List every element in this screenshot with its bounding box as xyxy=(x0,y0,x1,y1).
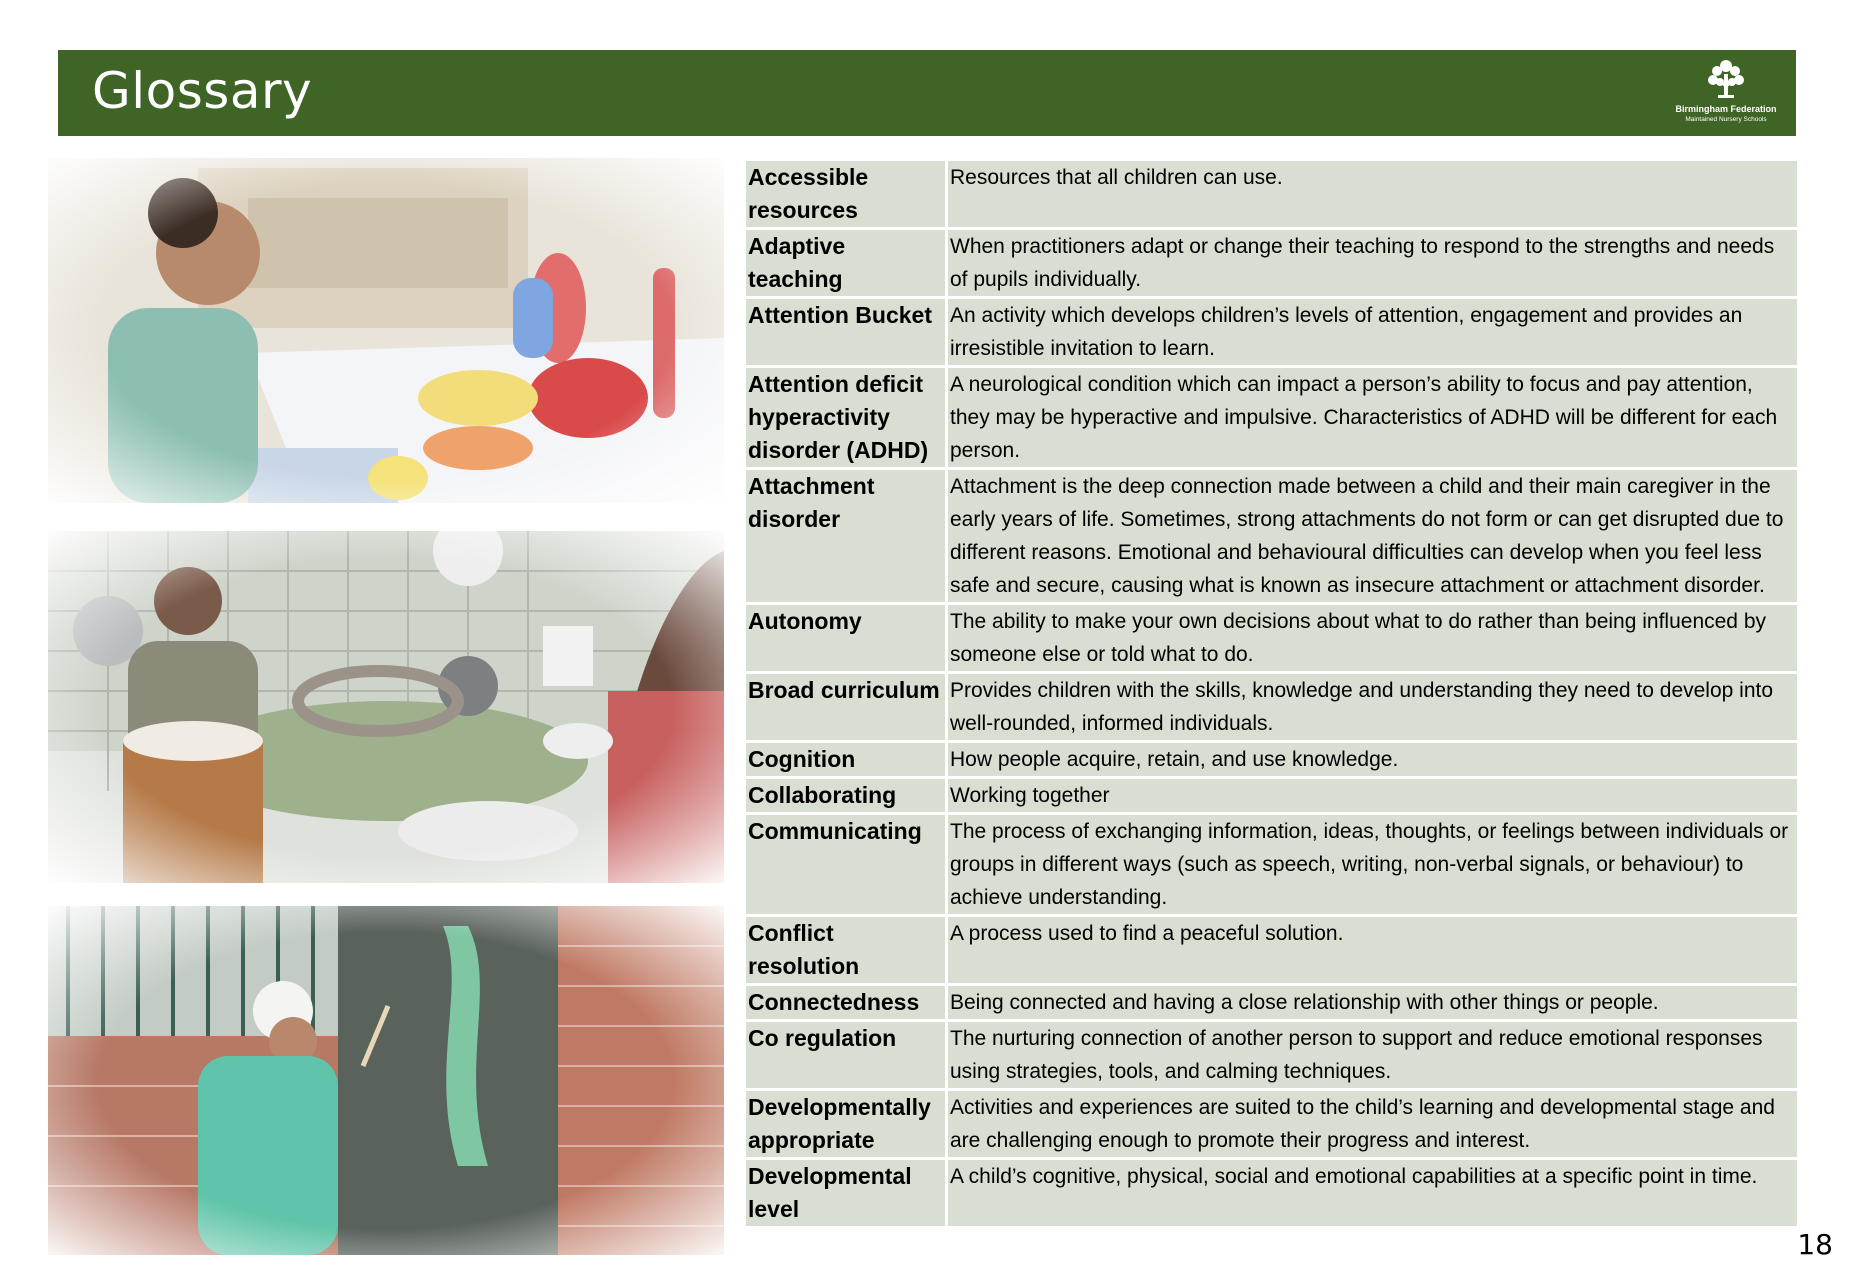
glossary-definition: When practitioners adapt or change their teaching to respond to the strengths and needs of pupils individually. xyxy=(948,230,1797,296)
glossary-term: Developmental level xyxy=(746,1160,948,1226)
glossary-row xyxy=(746,779,1797,812)
glossary-definition: Activities and experiences are suited to the child’s learning and developmental stage and are challenging enough to promote their progress and interest. xyxy=(948,1091,1797,1157)
glossary-row xyxy=(746,815,1797,914)
photo-child-light-table xyxy=(48,158,724,503)
glossary-term: Developmentally appropriate xyxy=(746,1091,948,1157)
glossary-body xyxy=(746,161,1797,1226)
glossary-definition: The process of exchanging information, ideas, thoughts, or feelings between individuals or groups in different ways (such as speech, writing, non-verbal signals, or behaviour) to achieve understanding. xyxy=(948,815,1797,914)
glossary-term: Communicating xyxy=(746,815,948,914)
glossary-definition: Provides children with the skills, knowledge and understanding they need to develop into well-rounded, informed individuals. xyxy=(948,674,1797,740)
glossary-row xyxy=(746,1160,1797,1226)
header-bar xyxy=(58,50,1796,136)
glossary-term: Accessible resources xyxy=(746,161,948,227)
glossary-row xyxy=(746,299,1797,365)
glossary-term: Collaborating xyxy=(746,779,948,812)
federation-logo xyxy=(1662,58,1790,130)
glossary-term: Attention deficit hyperactivity disorder (ADHD) xyxy=(746,368,948,467)
glossary-term: Conflict resolution xyxy=(746,917,948,983)
glossary-definition: The nurturing connection of another person to support and reduce emotional responses using strategies, tools, and calming techniques. xyxy=(948,1022,1797,1088)
glossary-term: Attention Bucket xyxy=(746,299,948,365)
glossary-definition: A neurological condition which can impact a person’s ability to focus and pay attention, they may be hyperactive and impulsive. Characteristics of ADHD will be different for each person. xyxy=(948,368,1797,467)
glossary-term: Adaptive teaching xyxy=(746,230,948,296)
logo-title: Birmingham Federation xyxy=(1675,104,1777,114)
logo-subtitle: Maintained Nursery Schools xyxy=(1685,116,1767,123)
glossary-term: Attachment disorder xyxy=(746,470,948,602)
glossary-row xyxy=(746,161,1797,227)
glossary-row xyxy=(746,470,1797,602)
glossary-row xyxy=(746,230,1797,296)
glossary-row xyxy=(746,1091,1797,1157)
glossary-term: Autonomy xyxy=(746,605,948,671)
glossary-row xyxy=(746,986,1797,1019)
glossary-table xyxy=(746,158,1797,1229)
glossary-row xyxy=(746,605,1797,671)
photo-child-painting-wall xyxy=(48,906,724,1255)
page-number: 18 xyxy=(1797,1228,1833,1261)
glossary-row xyxy=(746,917,1797,983)
glossary-row xyxy=(746,1022,1797,1088)
glossary-row xyxy=(746,743,1797,776)
glossary-definition: Attachment is the deep connection made between a child and their main caregiver in the early years of life. Sometimes, strong attachments do not form or can get disrupted due to different reasons. Emotional and behavioural difficulties can develop when you feel less safe and secure, causing what is known as insecure attachment or attachment disorder. xyxy=(948,470,1797,602)
glossary-definition: A child’s cognitive, physical, social and emotional capabilities at a specific point in time. xyxy=(948,1160,1797,1226)
glossary-definition: How people acquire, retain, and use knowledge. xyxy=(948,743,1797,776)
glossary-definition: An activity which develops children’s levels of attention, engagement and provides an irresistible invitation to learn. xyxy=(948,299,1797,365)
glossary-definition: A process used to find a peaceful solution. xyxy=(948,917,1797,983)
tree-icon xyxy=(1704,58,1748,102)
glossary-definition: The ability to make your own decisions about what to do rather than being influenced by someone else or told what to do. xyxy=(948,605,1797,671)
glossary-row xyxy=(746,368,1797,467)
glossary-definition: Resources that all children can use. xyxy=(948,161,1797,227)
glossary-term: Connectedness xyxy=(746,986,948,1019)
glossary-row xyxy=(746,674,1797,740)
glossary-term: Broad curriculum xyxy=(746,674,948,740)
glossary-term: Co regulation xyxy=(746,1022,948,1088)
page-title: Glossary xyxy=(92,62,313,120)
photo-child-drumming xyxy=(48,531,724,883)
photo-column xyxy=(48,158,724,1255)
glossary-definition: Being connected and having a close relationship with other things or people. xyxy=(948,986,1797,1019)
glossary-term: Cognition xyxy=(746,743,948,776)
glossary-definition: Working together xyxy=(948,779,1797,812)
